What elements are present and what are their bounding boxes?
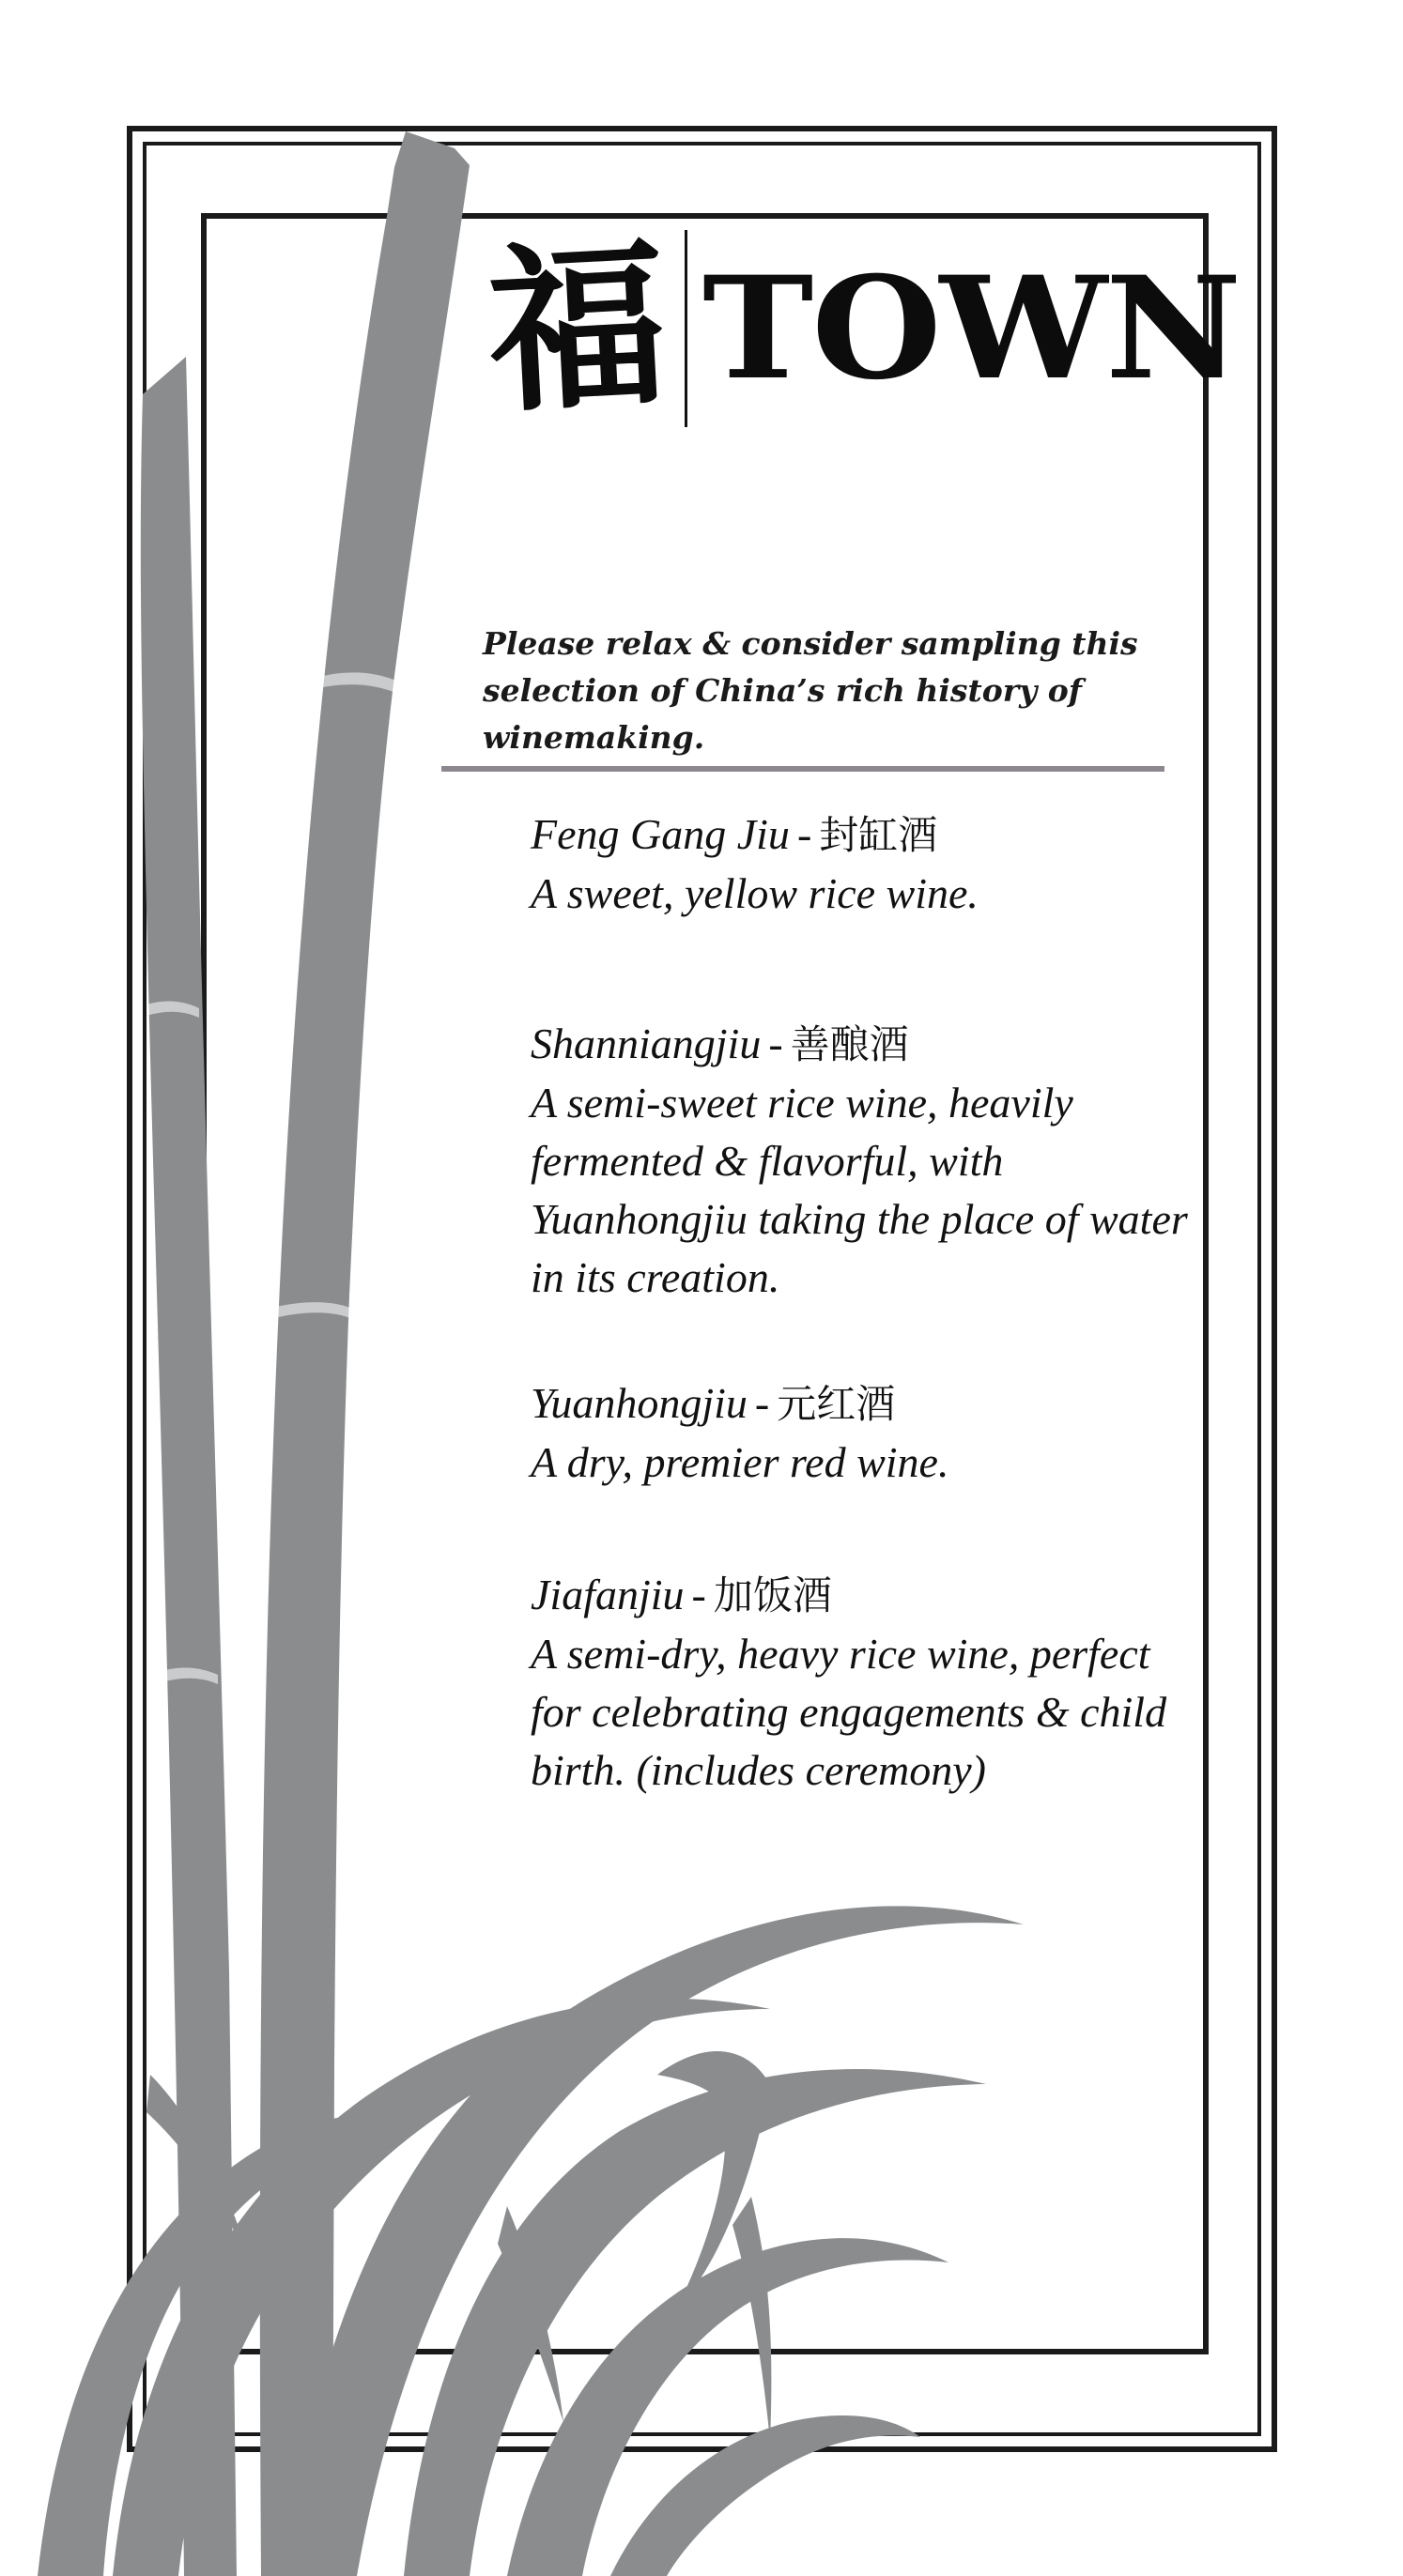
wine-description: A dry, premier red wine.	[531, 1438, 949, 1486]
wine-separator: -	[691, 1571, 706, 1618]
wine-description: A semi-dry, heavy rice wine, perfect for celebrating engagements & child birth. (includes ceremony)	[531, 1630, 1167, 1794]
wine-title	[531, 805, 979, 865]
wine-name: Yuanhongjiu	[531, 1379, 748, 1427]
wine-chinese-name: 元红酒	[777, 1381, 896, 1427]
wine-name: Shanniangjiu	[531, 1020, 762, 1067]
wine-name: Feng Gang Jiu	[531, 810, 790, 858]
wine-item	[531, 1566, 1188, 1800]
wine-chinese-name: 加饭酒	[713, 1572, 832, 1618]
logo-divider	[685, 230, 687, 427]
wine-name: Jiafanjiu	[531, 1571, 685, 1618]
logo-word: TOWN	[702, 246, 1241, 411]
intro-text: Please relax & consider sampling this selection of China’s rich history of winemaking.	[483, 625, 1138, 756]
wine-chinese-name: 封缸酒	[819, 812, 938, 858]
wine-chinese-name: 善酿酒	[790, 1021, 909, 1067]
wine-separator: -	[754, 1379, 770, 1427]
wine-item	[531, 1015, 1188, 1307]
logo	[483, 219, 1241, 437]
wine-separator: -	[796, 810, 812, 858]
wine-description: A semi-sweet rice wine, heavily fermented & flavorful, with Yuanhongjiu taking the place of water in its creation.	[531, 1079, 1188, 1301]
wine-title	[531, 1566, 1188, 1625]
wine-item	[531, 805, 979, 923]
wine-separator: -	[768, 1020, 783, 1067]
wine-title	[531, 1015, 1188, 1074]
wine-description: A sweet, yellow rice wine.	[531, 869, 979, 917]
divider-rule	[441, 766, 1164, 772]
logo-character: 福	[483, 219, 672, 437]
wine-title	[531, 1374, 948, 1434]
wine-item	[531, 1374, 948, 1492]
